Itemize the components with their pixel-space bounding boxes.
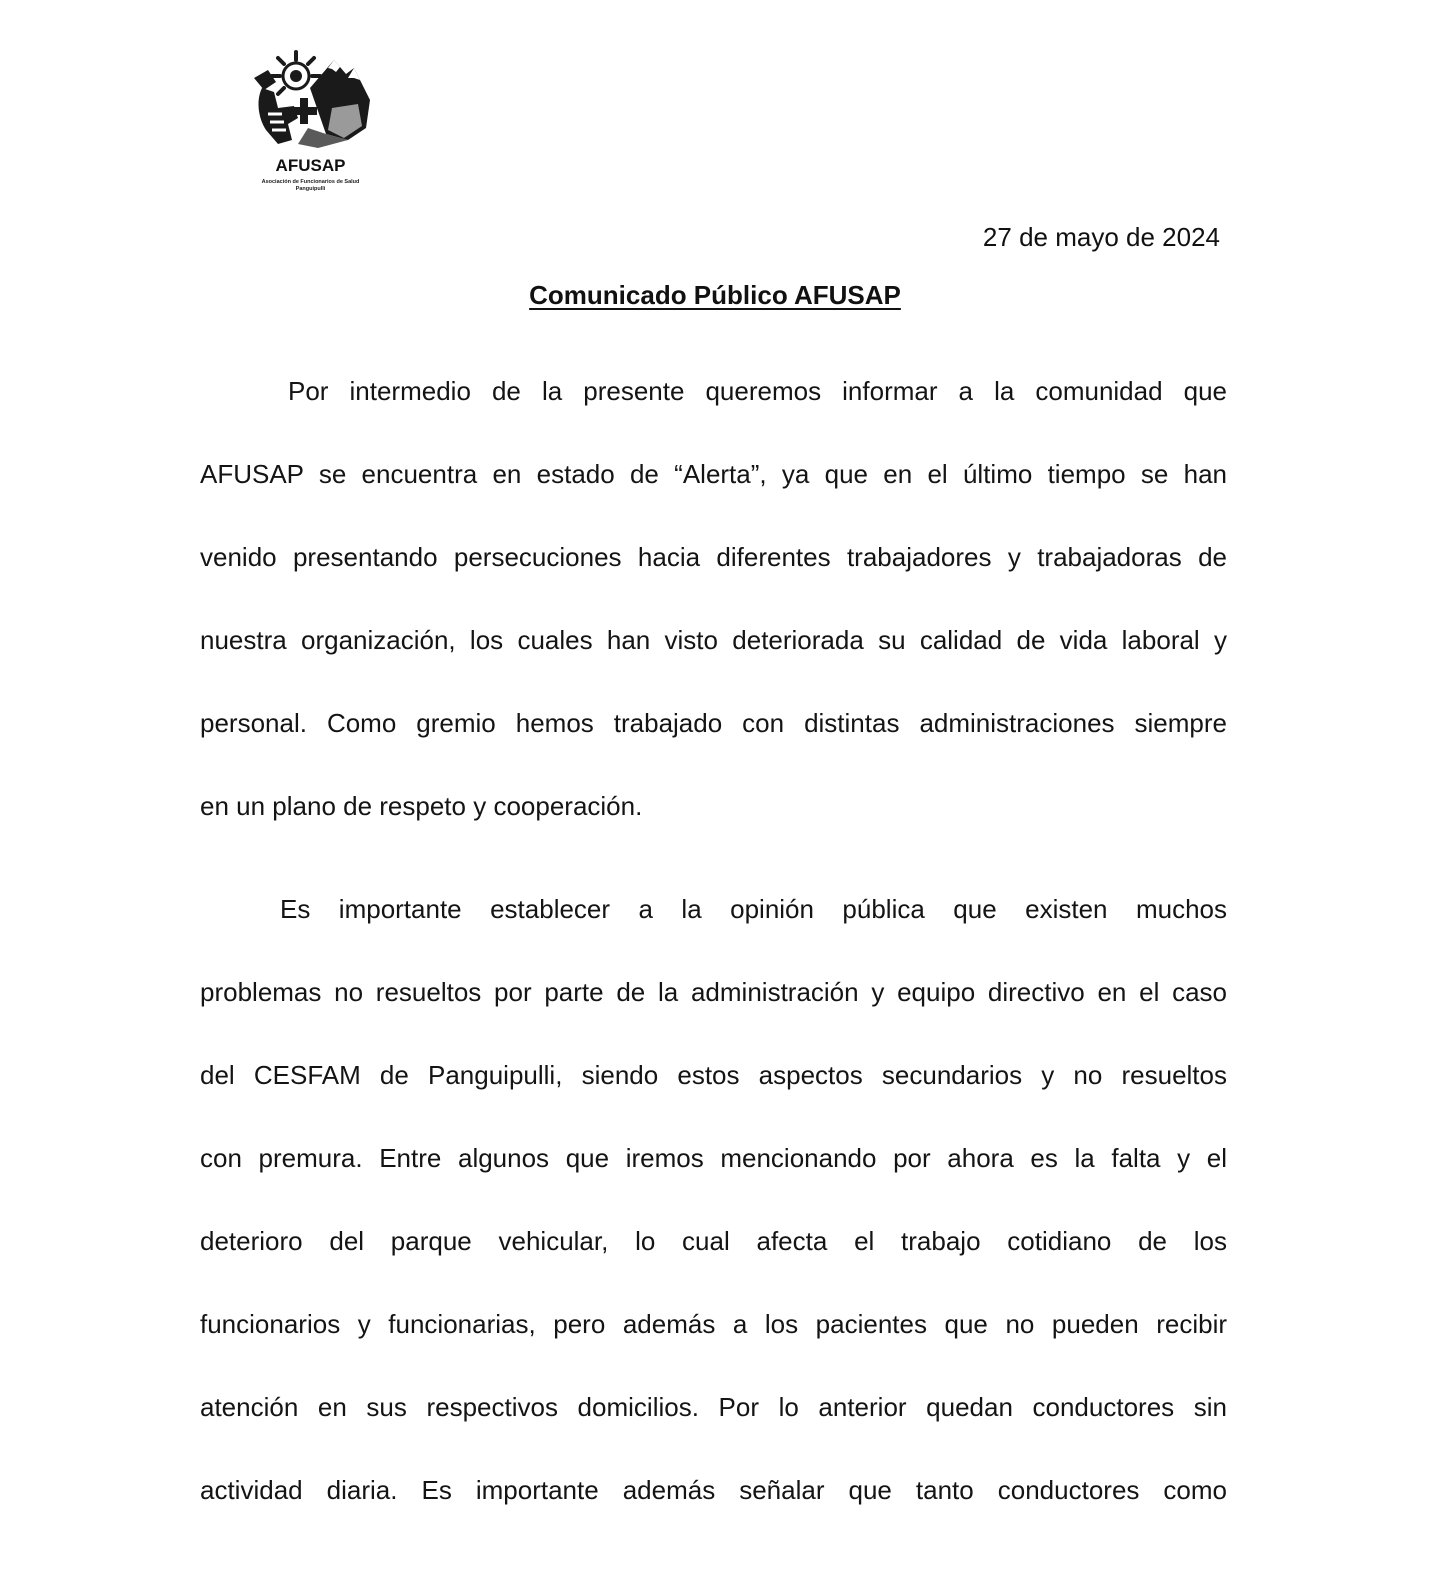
logo-title: AFUSAP (275, 156, 346, 175)
paragraph-line: con premura. Entre algunos que iremos mencionando por ahora es la falta y el (200, 1143, 1227, 1173)
document-date: 27 de mayo de 2024 (982, 222, 1220, 252)
organization-logo (248, 48, 373, 208)
paragraph-2 (200, 868, 1227, 1532)
document-title: Comunicado Público AFUSAP (529, 280, 901, 310)
paragraph-line: nuestra organización, los cuales han visto deteriorada su calidad de vida laboral y (200, 625, 1227, 655)
paragraph-line: personal. Como gremio hemos trabajado con distintas administraciones siempre (200, 708, 1227, 738)
paragraph-line: actividad diaria. Es importante además señalar que tanto conductores como (200, 1475, 1227, 1505)
logo-subtitle (248, 179, 373, 193)
paragraph-line: del CESFAM de Panguipulli, siendo estos aspectos secundarios y no resueltos (200, 1060, 1227, 1090)
logo-subtitle-line1: Asociación de Funcionarios de Salud (261, 179, 360, 185)
paragraph-1 (200, 350, 1227, 848)
logo-subtitle-line2: Panguipulli (295, 186, 326, 192)
paragraph-line: Es importante establecer a la opinión pública que existen muchos (280, 894, 1227, 924)
paragraph-line: problemas no resueltos por parte de la administración y equipo directivo en el caso (200, 977, 1227, 1007)
paragraph-line: funcionarios y funcionarias, pero además a los pacientes que no pueden recibir (200, 1309, 1227, 1339)
paragraph-line: Por intermedio de la presente queremos informar a la comunidad que (288, 376, 1227, 406)
paragraph-line: AFUSAP se encuentra en estado de “Alerta”, ya que en el último tiempo se han (200, 459, 1227, 489)
document-title-container (0, 280, 1430, 311)
paragraph-line: atención en sus respectivos domicilios. Por lo anterior quedan conductores sin (200, 1392, 1227, 1422)
paragraph-line: deterioro del parque vehicular, lo cual afecta el trabajo cotidiano de los (200, 1226, 1227, 1256)
paragraph-line: venido presentando persecuciones hacia diferentes trabajadores y trabajadoras de (200, 542, 1227, 572)
paragraph-line: en un plano de respeto y cooperación. (200, 791, 643, 821)
afusap-logo-icon (248, 48, 373, 156)
